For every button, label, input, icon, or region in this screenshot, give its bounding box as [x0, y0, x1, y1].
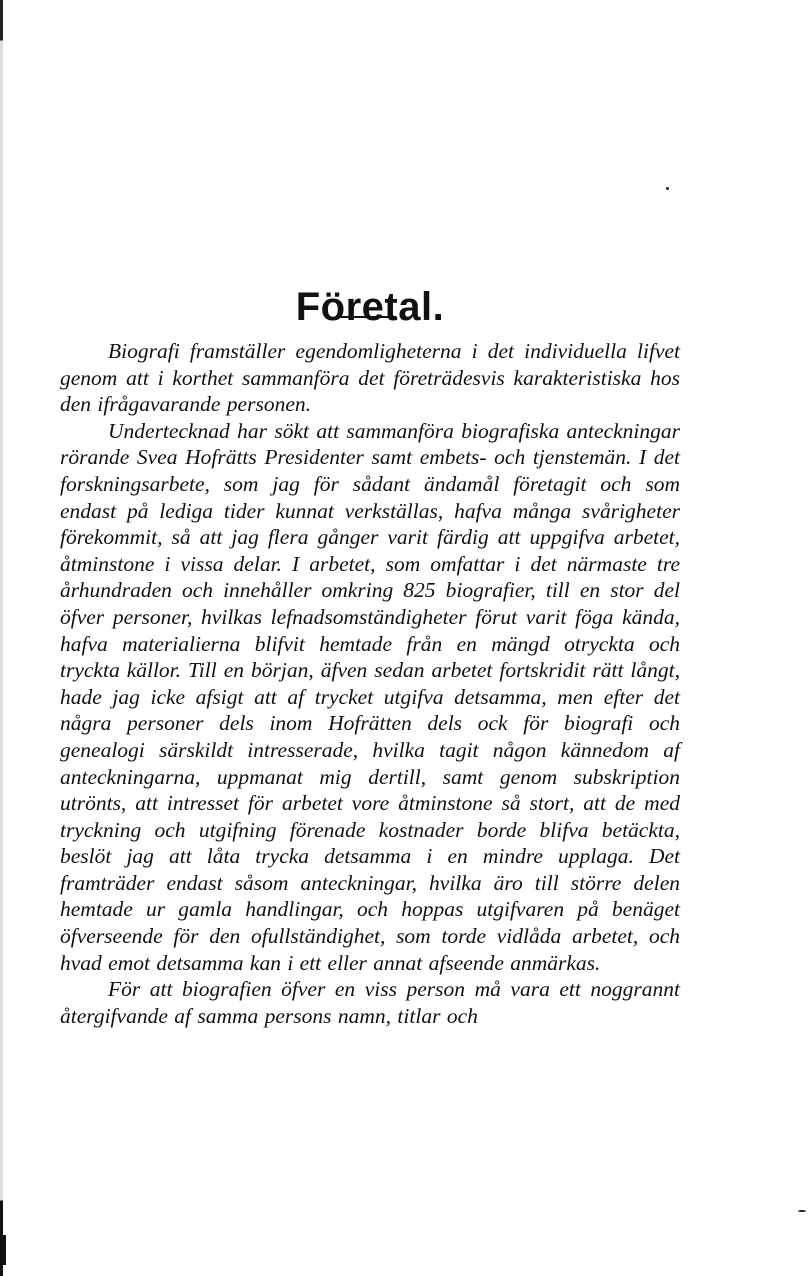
title-rule: [340, 316, 396, 318]
scan-speck: [666, 187, 669, 190]
scan-edge-corner: [3, 1235, 14, 1265]
paragraph: Undertecknad har sökt att sammanföra biografiska anteckningar rörande Svea Hofrätts Presidenter samt embets- och tjenstemän. I det forskningsarbete, som jag för sådant ändamål företagit och som endast på lediga tider kunnat verkställas, hafva många svårigheter förekommit, så att jag flera gånger varit färdig att uppgifva arbetet, åtminstone i vissa delar. I arbetet, som omfattar i det närmaste tre århundraden och innehåller omkring 825 biografier, till en stor del öfver personer, hvilkas lefnadsomständigheter förut varit föga kända, hafva materialierna blifvit hemtade från en mängd otryckta och tryckta källor. Till en början, äfven sedan arbetet fortskridit rätt långt, hade jag icke afsigt att af trycket utgifva detsamma, men efter det några personer dels inom Hofrätten dels ock för biografi och genealogi särskildt intresserade, hvilka tagit någon kännedom af anteckningarna, uppmanat mig dertill, samt genom subskription utrönts, att intresset för arbetet vore åtminstone så stort, att de med tryckning och utgifning förenade kostnader borde blifva betäckta, beslöt jag att låta trycka detsamma i en mindre upplaga. Det framträder endast såsom anteckningar, hvilka äro till större delen hemtade ur gamla handlingar, och hoppas utgifvaren på benäget öfverseende för den ofullständighet, som torde vidlåda arbetet, och hvad emot detsamma kan i ett eller annat afseende anmärkas.: [60, 418, 680, 975]
preface-body: [60, 338, 680, 1029]
scan-speck: [798, 1210, 806, 1212]
paragraph: Biografi framställer egendomligheterna i det individuella lifvet genom att i korthet sammanföra det företrädesvis karakteristiska hos den ifrågavarande personen.: [60, 339, 680, 417]
scan-edge: [0, 0, 3, 1276]
page-title: Företal.: [295, 284, 445, 329]
paragraph: För att biografien öfver en viss person må vara ett noggrannt återgifvande af samma persons namn, titlar och: [60, 977, 680, 1028]
